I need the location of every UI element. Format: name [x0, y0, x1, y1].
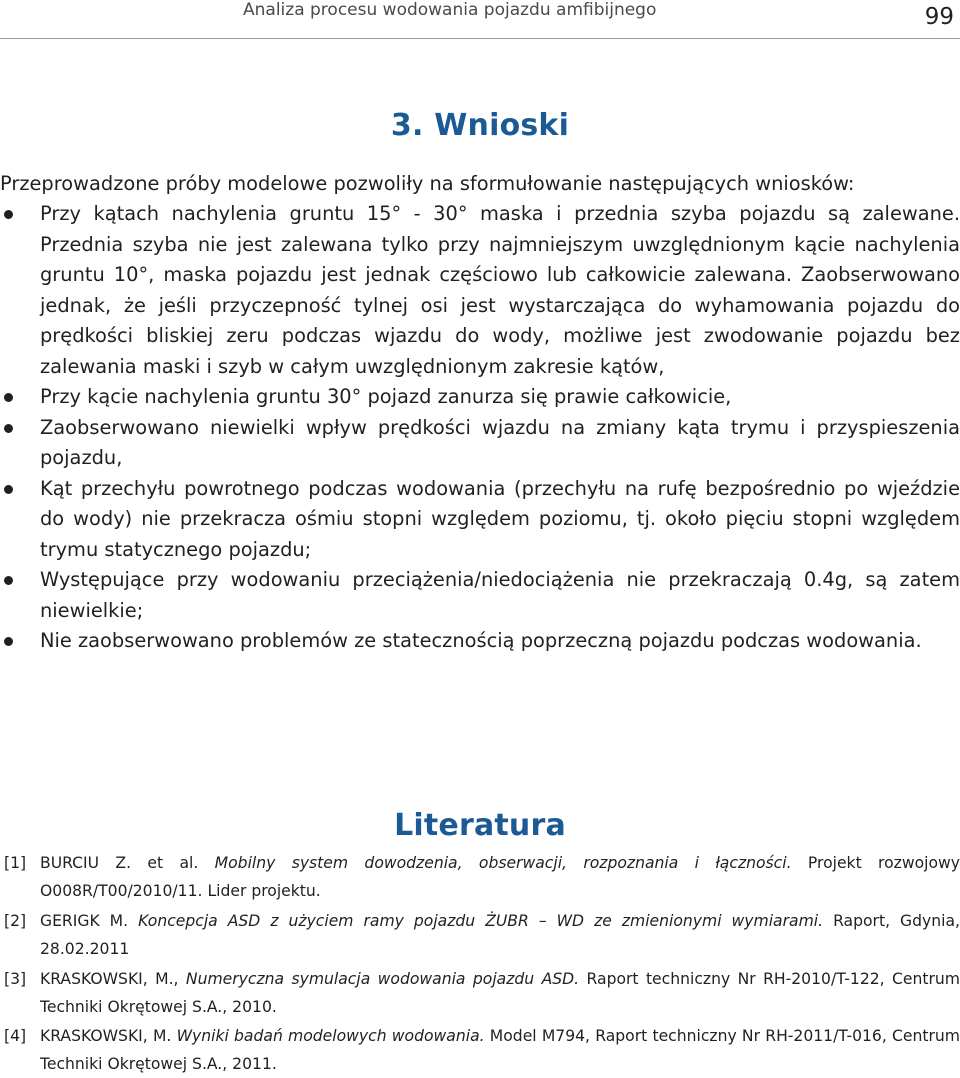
reference-text — [40, 849, 960, 905]
conclusion-item: Kąt przechyłu powrotnego podczas wodowania (przechyłu na rufę bezpośrednio po wjeździe do wody) nie przekracza ośmiu stopni względem poziomu, tj. około pięciu stopni względem trymu statycznego pojazdu; — [0, 474, 960, 566]
reference-number: [2] — [4, 912, 27, 930]
reference-text — [40, 907, 960, 963]
intro-paragraph: Przeprowadzone próby modelowe pozwoliły na sformułowanie następujących wniosków: — [0, 172, 855, 195]
conclusion-item: Nie zaobserwowano problemów ze statecznością poprzeczną pojazdu podczas wodowania. — [0, 626, 960, 657]
reference-title: Koncepcja ASD z użyciem ramy pojazdu ŻUBR – WD ze zmienionymi wymiarami. — [138, 912, 824, 930]
conclusion-item: Występujące przy wodowaniu przeciążenia/niedociążenia nie przekraczają 0.4g, są zatem niewielkie; — [0, 565, 960, 626]
reference-item — [0, 965, 960, 1021]
reference-item — [0, 1022, 960, 1078]
conclusions-list — [0, 199, 960, 657]
reference-item — [0, 907, 960, 963]
section-heading-literature: Literatura — [394, 808, 566, 843]
reference-text — [40, 965, 960, 1021]
page-number: 99 — [924, 4, 954, 30]
reference-authors: KRASKOWSKI, M. — [40, 1027, 177, 1045]
running-header — [0, 0, 960, 39]
reference-text — [40, 1022, 960, 1078]
reference-authors: BURCIU Z. et al. — [40, 854, 215, 872]
reference-item — [0, 849, 960, 905]
reference-authors: GERIGK M. — [40, 912, 139, 930]
conclusion-item: Przy kątach nachylenia gruntu 15° - 30° maska i przednia szyba pojazdu są zalewane. Przednia szyba nie jest zalewana tylko przy najmniejszym uwzględnionym kącie nachylenia gruntu 10°, maska pojazdu jest jednak częściowo lub całkowicie zalewana. Zaobserwowano jednak, że jeśli przyczepność tylnej osi jest wystarczająca do wyhamowania pojazdu do prędkości bliskiej zeru podczas wjazdu do wody, możliwe jest zwodowanie pojazdu bez zalewania maski i szyb w całym uwzględnionym zakresie kątów, — [0, 199, 960, 382]
reference-details: Raport techniczny Nr RH-2010/T-122, Centrum Techniki Okrętowej S.A., 2010. — [40, 970, 960, 1016]
reference-title: Wyniki badań modelowych wodowania. — [176, 1027, 485, 1045]
reference-details: Raport, Gdynia, 28.02.2011 — [40, 912, 960, 958]
reference-title: Numeryczna symulacja wodowania pojazdu ASD. — [185, 970, 580, 988]
reference-number: [3] — [4, 970, 27, 988]
reference-details: Projekt rozwojowy O008R/T00/2010/11. Lider projektu. — [40, 854, 960, 900]
section-heading-conclusions: 3. Wnioski — [390, 108, 570, 143]
reference-number: [4] — [4, 1027, 27, 1045]
reference-authors: KRASKOWSKI, M., — [40, 970, 186, 988]
reference-number: [1] — [4, 854, 27, 872]
conclusion-item: Przy kącie nachylenia gruntu 30° pojazd zanurza się prawie całkowicie, — [0, 382, 960, 413]
running-title: Analiza procesu wodowania pojazdu amfibijnego — [243, 0, 657, 20]
reference-details: Model M794, Raport techniczny Nr RH-2011/T-016, Centrum Techniki Okrętowej S.A., 2011. — [40, 1027, 960, 1073]
conclusion-item: Zaobserwowano niewielki wpływ prędkości wjazdu na zmiany kąta trymu i przyspieszenia pojazdu, — [0, 413, 960, 474]
reference-title: Mobilny system dowodzenia, obserwacji, rozpoznania i łączności. — [214, 854, 792, 872]
